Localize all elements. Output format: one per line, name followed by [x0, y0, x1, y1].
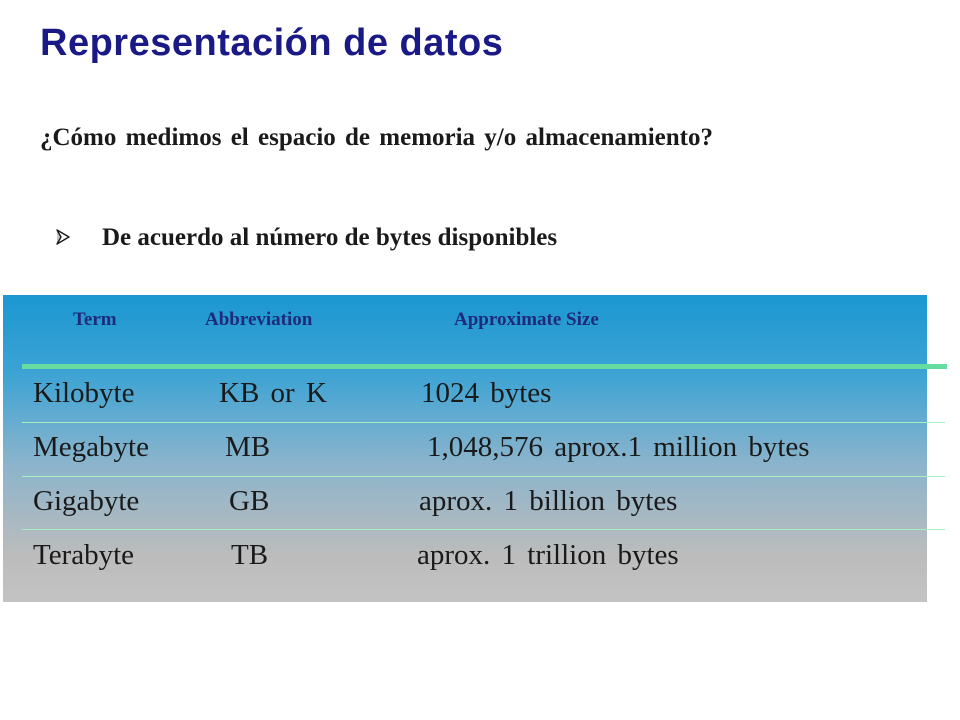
cell-size: aprox. 1 billion bytes [419, 485, 678, 517]
table-row [3, 528, 927, 582]
arrow-bullet-icon [56, 224, 78, 252]
row-divider [22, 422, 945, 423]
cell-size: 1,048,576 aprox.1 million bytes [427, 431, 810, 463]
row-divider [22, 529, 945, 530]
table-row [3, 420, 927, 474]
table-row [3, 474, 927, 528]
table-row [3, 366, 927, 420]
byte-size-table [3, 295, 927, 602]
cell-term: Terabyte [33, 539, 135, 571]
cell-abbreviation: TB [231, 539, 269, 571]
cell-size: 1024 bytes [421, 377, 552, 409]
header-term: Term [73, 309, 117, 330]
cell-abbreviation: GB [229, 485, 270, 517]
cell-term: Gigabyte [33, 485, 140, 517]
slide-title: Representación de datos [40, 22, 504, 64]
header-abbreviation: Abbreviation [205, 309, 313, 330]
header-approximate-size: Approximate Size [454, 309, 599, 330]
cell-abbreviation: KB or K [219, 377, 327, 409]
bullet-item [56, 224, 557, 252]
bullet-text: De acuerdo al número de bytes disponibles [102, 224, 558, 251]
cell-abbreviation: MB [225, 431, 271, 463]
table-header [3, 295, 927, 355]
cell-size: aprox. 1 trillion bytes [417, 539, 679, 571]
row-divider [22, 476, 945, 477]
cell-term: Megabyte [33, 431, 149, 463]
cell-term: Kilobyte [33, 377, 135, 409]
header-divider [22, 364, 947, 369]
question-text: ¿Cómo medimos el espacio de memoria y/o almacenamiento? [40, 124, 713, 151]
